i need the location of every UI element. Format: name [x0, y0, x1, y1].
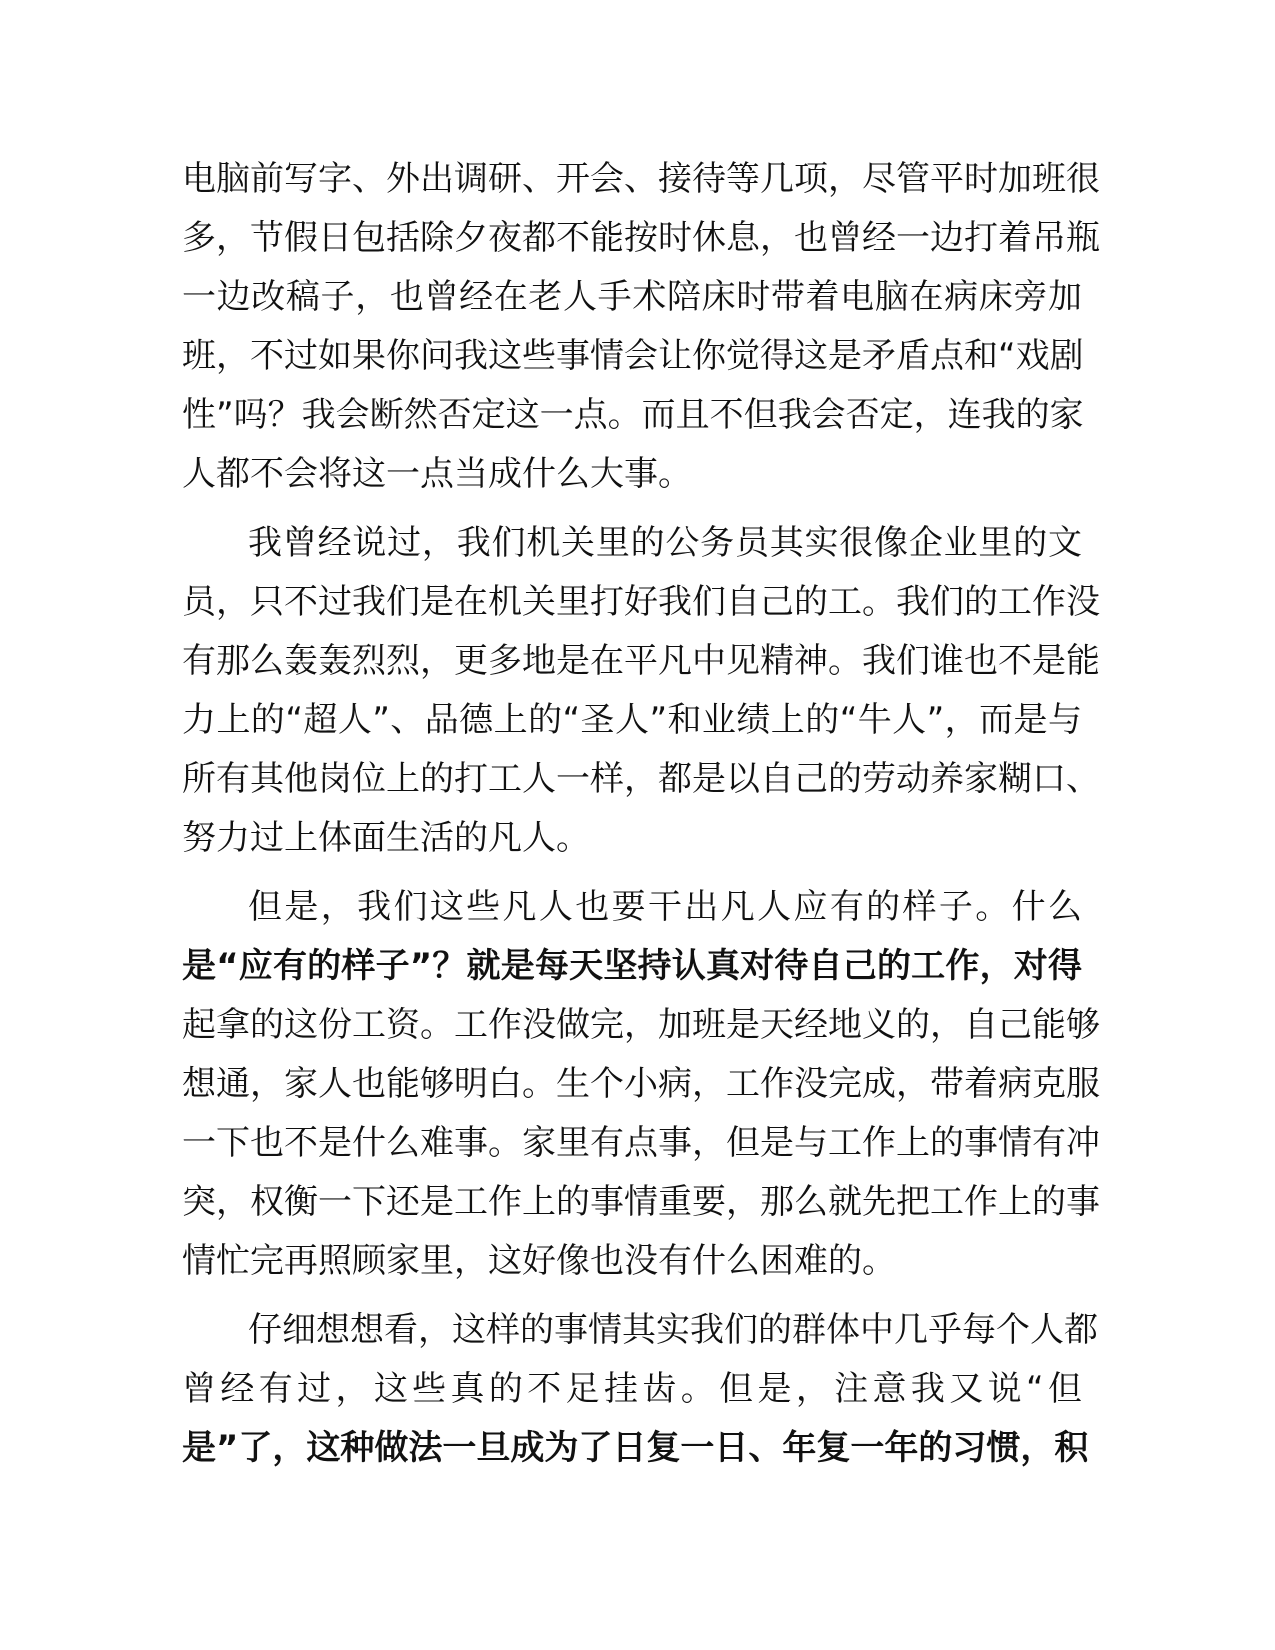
- text-line: 班，不过如果你问我这些事情会让你觉得这是矛盾点和“戏剧: [182, 336, 1084, 376]
- text-line: 有那么轰轰烈烈，更多地是在平凡中见精神。我们谁也不是能: [182, 641, 1100, 681]
- text-line: 但是，我们这些凡人也要干出凡人应有的样子。什么: [248, 887, 1082, 927]
- text-line: 起拿的这份工资。工作没做完，加班是天经地义的，自己能够: [182, 1005, 1100, 1045]
- text-line: 多，节假日包括除夕夜都不能按时休息，也曾经一边打着吊瓶: [182, 218, 1100, 258]
- paragraph-4: [182, 1301, 1098, 1478]
- text-line: 一边改稿子，也曾经在老人手术陪床时带着电脑在病床旁加: [182, 277, 1082, 317]
- paragraph-1: [182, 150, 1100, 504]
- text-line: 人都不会将这一点当成什么大事。: [182, 454, 692, 494]
- text-line: 电脑前写字、外出调研、开会、接待等几项，尽管平时加班很: [182, 159, 1100, 199]
- text-line: 我曾经说过，我们机关里的公务员其实很像企业里的文: [248, 523, 1082, 563]
- text-line: 是“应有的样子”？就是每天坚持认真对待自己的工作，对得: [182, 946, 1082, 986]
- text-line: 想通，家人也能够明白。生个小病，工作没完成，带着病克服: [182, 1064, 1100, 1104]
- text-line: 是”了，这种做法一旦成为了日复一日、年复一年的习惯，积: [182, 1428, 1089, 1468]
- text-line: 突，权衡一下还是工作上的事情重要，那么就先把工作上的事: [182, 1182, 1100, 1222]
- text-line: 一下也不是什么难事。家里有点事，但是与工作上的事情有冲: [182, 1123, 1100, 1163]
- text-line: 员，只不过我们是在机关里打好我们自己的工。我们的工作没: [182, 582, 1100, 622]
- paragraph-3: [182, 878, 1100, 1291]
- text-line: 情忙完再照顾家里，这好像也没有什么困难的。: [182, 1241, 896, 1281]
- text-line: 曾经有过，这些真的不足挂齿。但是，注意我又说“但: [182, 1369, 1082, 1409]
- text-line: 性”吗？我会断然否定这一点。而且不但我会否定，连我的家: [182, 395, 1084, 435]
- text-line: 所有其他岗位上的打工人一样，都是以自己的劳动养家糊口、: [182, 759, 1100, 799]
- text-line: 仔细想想看，这样的事情其实我们的群体中几乎每个人都: [248, 1310, 1098, 1350]
- text-line: 努力过上体面生活的凡人。: [182, 818, 590, 858]
- text-line: 力上的“超人”、品德上的“圣人”和业绩上的“牛人”，而是与: [182, 700, 1082, 740]
- paragraph-2: [182, 514, 1100, 868]
- document-page: [182, 150, 1100, 1488]
